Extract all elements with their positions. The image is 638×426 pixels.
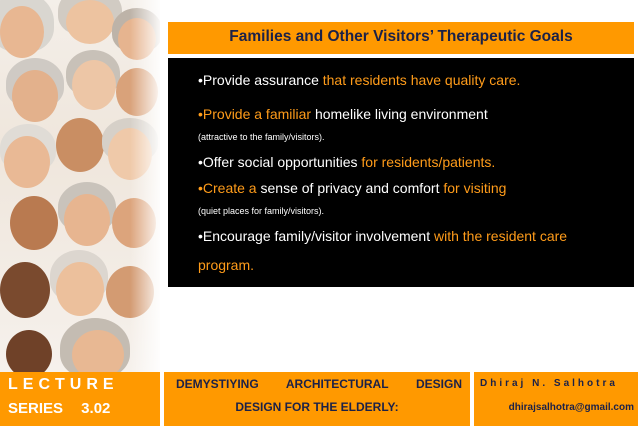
bullet-note: (quiet places for family/visitors). — [198, 206, 325, 216]
author-box — [474, 372, 638, 426]
author-email: dhirajsalhotra@gmail.com — [508, 402, 634, 413]
series-number: SERIES 3.02 — [8, 400, 111, 417]
bullet-involvement-cont — [198, 257, 254, 274]
bullet-highlight: •Provide a familiar — [198, 106, 312, 122]
author-name: Dhiraj N. Salhotra — [480, 378, 618, 389]
photo-fade-edge — [130, 0, 160, 372]
bullet-note: (attractive to the family/visitors). — [198, 132, 325, 142]
elderly-group-photo — [0, 0, 160, 372]
title-banner — [168, 22, 634, 54]
bullet-text: sense of privacy and comfort — [256, 180, 444, 196]
bullet-highlight: •Create a — [198, 180, 257, 196]
bullet-involvement — [198, 228, 567, 245]
goals-panel — [168, 58, 634, 287]
bullet-highlight: for visiting — [443, 180, 507, 196]
course-title-box — [164, 372, 470, 426]
bullet-familiar — [198, 106, 488, 123]
bullet-highlight: for residents/patients. — [361, 154, 496, 170]
course-subtitle: DESIGN FOR THE ELDERLY: — [235, 400, 399, 414]
slide-title: Families and Other Visitors’ Therapeutic Goals — [229, 28, 573, 45]
bullet-assurance — [198, 72, 520, 89]
bullet-social — [198, 154, 495, 171]
lecture-label: LECTURE — [8, 376, 119, 393]
bullet-highlight: program. — [198, 257, 255, 273]
bullet-text: •Offer social opportunities — [198, 154, 362, 170]
bullet-text: homelike living environment — [311, 106, 488, 122]
bullet-highlight: that residents have quality care. — [322, 72, 521, 88]
bullet-text: •Encourage family/visitor involvement — [198, 228, 434, 244]
bullet-privacy — [198, 180, 506, 197]
bullet-highlight: with the resident care — [434, 228, 568, 244]
lecture-series-box — [0, 372, 160, 426]
course-title: DEMYSTIYING ARCHITECTURAL DESIGN — [176, 377, 462, 391]
bullet-text: •Provide assurance — [198, 72, 323, 88]
